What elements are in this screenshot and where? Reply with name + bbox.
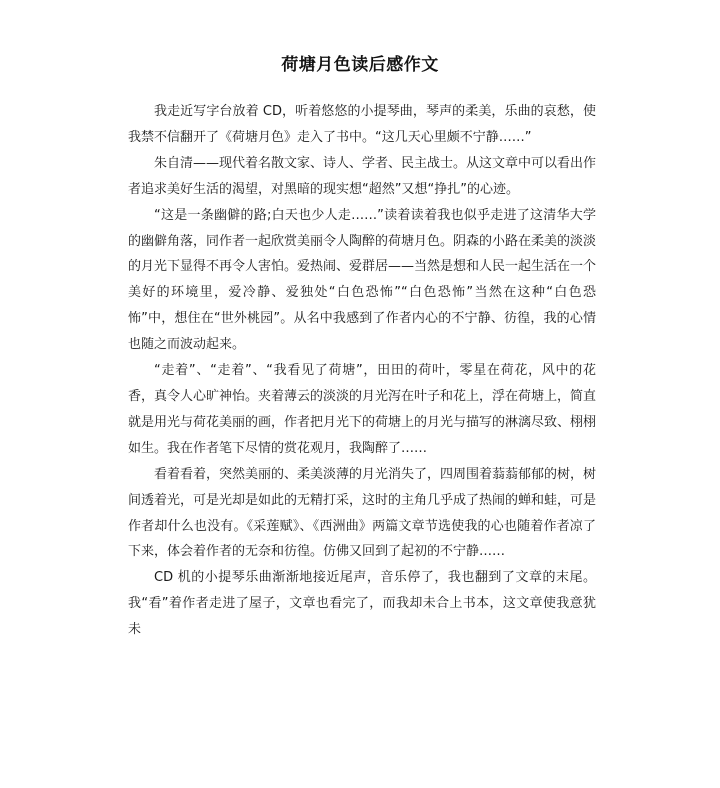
paragraph-5: 看着看着，突然美丽的、柔美淡薄的月光消失了，四周围着蓊蓊郁郁的树，树间透着光，可是光却是如此的无精打采，这时的主角几乎成了热闹的蝉和蛙，可是作者却什么也没有。《采莲赋》、《西洲曲》两篇文章节选使我的心也随着作者凉了下来，体会着作者的无奈和彷徨。仿佛又回到了起初的不宁静…… (128, 466, 597, 560)
document-body (128, 99, 596, 643)
paragraph-6: CD 机的小提琴乐曲渐渐地接近尾声，音乐停了，我也翻到了文章的末尾。我“看”着作者走进了屋子，文章也看完了，而我却未合上书本，这文章使我意犹未 (128, 570, 596, 638)
document-title: 荷塘月色读后感作文 (281, 55, 439, 75)
paragraph-1: 我走近写字台放着 CD，听着悠悠的小提琴曲，琴声的柔美，乐曲的哀愁，使我禁不信翻开了《荷塘月色》走入了书中。“这几天心里颇不宁静……” (128, 104, 596, 145)
paragraph-3: “这是一条幽僻的路;白天也少人走……”读着读着我也似乎走进了这清华大学的幽僻角落，同作者一起欣赏美丽令人陶醉的荷塘月色。阴森的小路在柔美的淡淡的月光下显得不再令人害怕。爱热闹、爱群居——当然是想和人民一起生活在一个美好的环境里，爱冷静、爱独处“白色恐怖”“白色恐怖”当然在这种“白色恐怖”中，想住在“世外桃园”。从名中我感到了作者内心的不宁静、彷徨，我的心情也随之而波动起来。 (128, 207, 597, 353)
paragraph-2: 朱自清——现代着名散文家、诗人、学者、民主战士。从这文章中可以看出作者追求美好生活的渴望，对黑暗的现实想“超然”又想“挣扎”的心迹。 (128, 155, 597, 197)
paragraph-4: “走着”、“走着”、“我看见了荷塘”，田田的荷叶，零星在荷花，风中的花香，真令人心旷神怡。夹着薄云的淡淡的月光泻在叶子和花上，浮在荷塘上，简直就是用光与荷花美丽的画，作者把月光下的荷塘上的月光与描写的淋漓尽致、栩栩如生。我在作者笔下尽情的赏花观月，我陶醉了…… (128, 363, 597, 456)
